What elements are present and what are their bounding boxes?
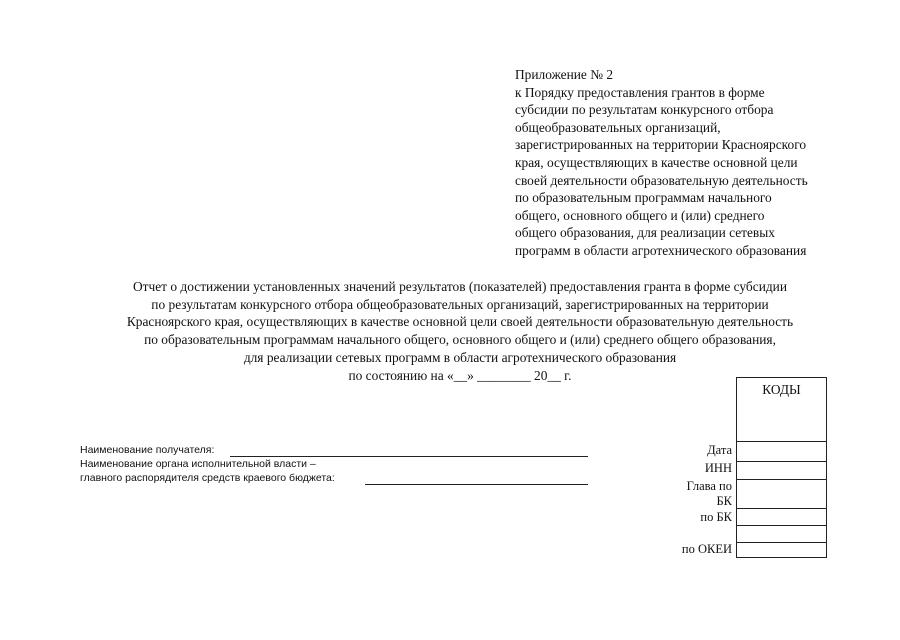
title-date-line: по состоянию на «__» ________ 20__ г. [348,367,572,383]
code-label-glava: Глава по [686,479,732,493]
authority-label-2: главного распорядителя средств краевого бюджета: [80,472,335,484]
codes-row-divider [737,441,826,442]
authority-label-1: Наименование органа исполнительной власти – [80,458,316,470]
annex-line: зарегистрированных на территории Красноярского [515,137,807,153]
codes-row-divider [737,508,826,509]
title-line: по образовательным программам начального общего, основного общего и (или) среднего общего образования, [144,332,776,348]
annex-header [515,66,855,260]
recipient-label: Наименование получателя: [80,444,215,456]
code-label-glava-bk: БК [716,494,732,508]
annex-line: края, осуществляющих в качестве основной цели [515,154,798,170]
codes-row-divider [737,542,826,543]
annex-line: своей деятельности образовательную деятельность [515,172,808,188]
annex-line: общеобразовательных организаций, [515,119,721,135]
annex-line: общего образования, для реализации сетевых [515,225,775,241]
title-line: по результатам конкурсного отбора общеобразовательных организаций, зарегистрированных на территории [151,296,769,312]
annex-line: общего, основного общего и (или) среднего [515,207,765,223]
title-line: Отчет о достижении установленных значений результатов (показателей) предоставления гранта в форме субсидии [132,279,788,294]
code-label-okei: по ОКЕИ [681,542,732,556]
recipient-field[interactable] [230,456,588,457]
annex-line: по образовательным программам начального [515,190,772,206]
annex-line: к Порядку предоставления грантов в форме [515,84,765,100]
codes-table [736,377,827,558]
annex-line: субсидии по результатам конкурсного отбора [515,102,774,118]
annex-line: Приложение № 2 [515,67,614,82]
codes-row-divider [737,461,826,462]
authority-field[interactable] [365,484,588,485]
title-line: для реализации сетевых программ в области агротехнического образования [243,349,677,365]
report-title [40,278,880,384]
code-label-date: Дата [707,443,732,457]
codes-row-divider [737,525,826,526]
codes-header: КОДЫ [762,382,801,397]
annex-line: программ в области агротехнического образования [515,242,807,258]
title-line: Красноярского края, осуществляющих в качестве основной цели своей деятельности образовательную деятельность [126,314,794,330]
code-label-po-bk: по БК [700,510,732,524]
codes-row-divider [737,479,826,480]
code-label-inn: ИНН [704,461,732,475]
